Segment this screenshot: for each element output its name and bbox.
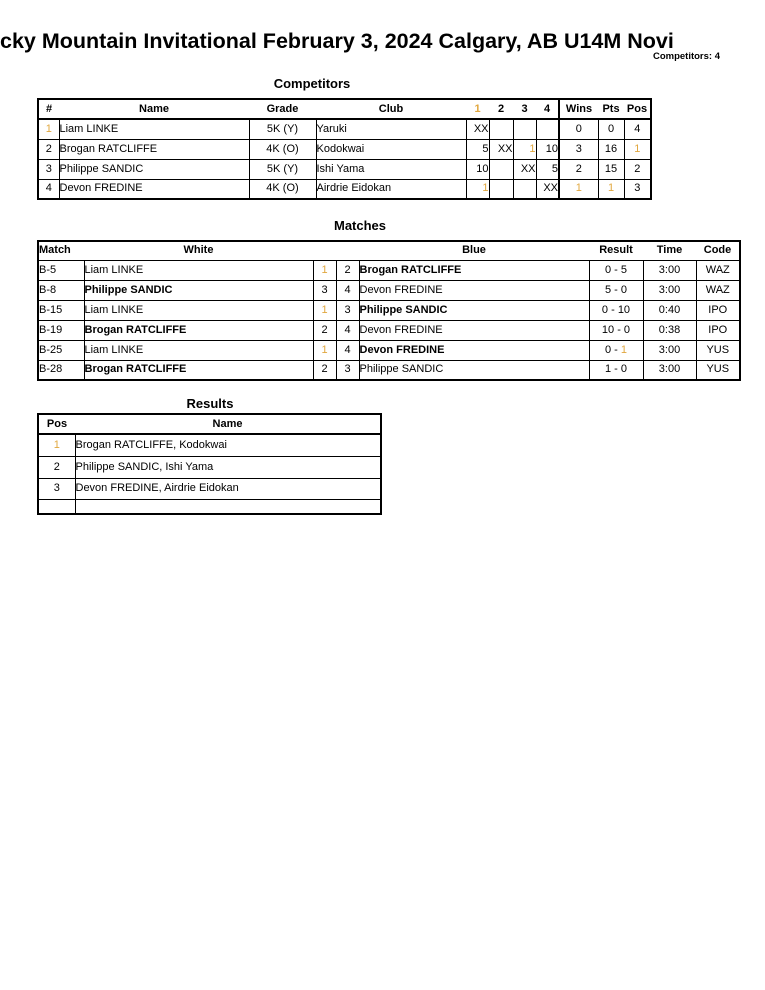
table-cell: Ishi Yama <box>316 159 466 179</box>
table-cell: B-28 <box>38 360 84 380</box>
table-cell <box>489 159 513 179</box>
table-cell: Liam LINKE <box>59 119 249 139</box>
table-cell: 3:00 <box>643 360 696 380</box>
table-cell: 3:00 <box>643 340 696 360</box>
table-cell: 3 <box>38 478 75 499</box>
table-cell <box>489 119 513 139</box>
table-cell: 1 <box>598 179 624 199</box>
table-cell: 4K (O) <box>249 139 316 159</box>
match-row <box>38 320 740 340</box>
table-cell: 4 <box>38 179 59 199</box>
result-row <box>38 478 381 499</box>
table-cell: Pts <box>598 99 624 119</box>
table-cell: Liam LINKE <box>84 300 313 320</box>
table-cell: 2 <box>489 99 513 119</box>
table-cell <box>589 340 643 360</box>
results-body <box>38 434 381 514</box>
table-cell: Devon FREDINE, Airdrie Eidokan <box>75 478 381 499</box>
table-cell: Time <box>643 241 696 260</box>
table-cell <box>75 499 381 514</box>
table-cell: Yaruki <box>316 119 466 139</box>
table-cell: 4K (O) <box>249 179 316 199</box>
result-row <box>38 456 381 478</box>
table-cell: 0:40 <box>643 300 696 320</box>
table-cell: 3 <box>336 300 359 320</box>
table-cell: 5 <box>466 139 489 159</box>
table-cell: 0 <box>598 119 624 139</box>
table-cell: Pos <box>38 414 75 434</box>
table-cell: XX <box>513 159 536 179</box>
competitors-heading: Competitors <box>273 76 351 91</box>
table-cell: 3 <box>313 280 336 300</box>
table-cell: 15 <box>598 159 624 179</box>
table-cell: Match <box>38 241 84 260</box>
table-cell: XX <box>489 139 513 159</box>
table-cell: 1 <box>624 139 651 159</box>
table-cell: 1 <box>466 179 489 199</box>
table-cell: White <box>84 241 313 260</box>
table-cell: B-25 <box>38 340 84 360</box>
table-cell: Liam LINKE <box>84 340 313 360</box>
table-cell <box>513 179 536 199</box>
table-cell: 10 <box>536 139 559 159</box>
result-row-header <box>38 414 381 434</box>
competitor-row-header <box>38 99 651 119</box>
table-cell: Philippe SANDIC <box>359 300 589 320</box>
table-cell: 1 <box>559 179 598 199</box>
table-cell: IPO <box>696 300 740 320</box>
table-cell: 1 <box>38 434 75 456</box>
matches-table <box>37 240 741 381</box>
table-cell <box>313 241 336 260</box>
table-cell: Brogan RATCLIFFE <box>84 320 313 340</box>
table-cell: 3 <box>513 99 536 119</box>
result-row <box>38 434 381 456</box>
table-cell: 10 - 0 <box>589 320 643 340</box>
table-cell <box>38 499 75 514</box>
table-cell: 3 <box>624 179 651 199</box>
table-cell: Kodokwai <box>316 139 466 159</box>
table-cell: 5 <box>536 159 559 179</box>
table-cell: IPO <box>696 320 740 340</box>
table-cell: Philippe SANDIC <box>359 360 589 380</box>
table-cell: 1 <box>313 340 336 360</box>
table-cell: Philippe SANDIC <box>59 159 249 179</box>
table-cell: Philippe SANDIC, Ishi Yama <box>75 456 381 478</box>
table-cell: 4 <box>336 340 359 360</box>
match-row <box>38 260 740 280</box>
table-cell <box>513 119 536 139</box>
matches-heading: Matches <box>333 218 387 233</box>
table-cell: Wins <box>559 99 598 119</box>
table-cell: 4 <box>336 320 359 340</box>
table-cell: 1 <box>313 260 336 280</box>
table-cell: WAZ <box>696 260 740 280</box>
table-cell: 2 <box>313 320 336 340</box>
table-cell: # <box>38 99 59 119</box>
table-cell: B-19 <box>38 320 84 340</box>
competitors-body <box>38 119 651 199</box>
table-cell: 5 - 0 <box>589 280 643 300</box>
competitors-table <box>37 98 652 200</box>
table-cell: 1 <box>466 99 489 119</box>
table-cell: Devon FREDINE <box>59 179 249 199</box>
table-cell: Club <box>316 99 466 119</box>
table-cell: Devon FREDINE <box>359 320 589 340</box>
table-cell: 2 <box>336 260 359 280</box>
page-title: cky Mountain Invitational February 3, 2024 Calgary, AB U14M Novi <box>0 29 674 53</box>
competitors-count-label: Competitors: 4 <box>652 51 720 62</box>
competitor-row <box>38 139 651 159</box>
table-cell: 0 - 5 <box>589 260 643 280</box>
table-cell: 3:00 <box>643 280 696 300</box>
table-cell: 0 - 10 <box>589 300 643 320</box>
competitor-row <box>38 159 651 179</box>
result-row <box>38 499 381 514</box>
table-cell: 4 <box>336 280 359 300</box>
table-cell: Blue <box>359 241 589 260</box>
cell-text-run: 0 - <box>604 343 621 356</box>
table-cell: 2 <box>38 456 75 478</box>
table-cell: 16 <box>598 139 624 159</box>
table-cell: Name <box>75 414 381 434</box>
table-cell: 2 <box>313 360 336 380</box>
table-cell: YUS <box>696 340 740 360</box>
match-row <box>38 300 740 320</box>
table-cell: YUS <box>696 360 740 380</box>
table-cell: 1 <box>38 119 59 139</box>
results-heading: Results <box>186 396 234 411</box>
table-cell: 2 <box>38 139 59 159</box>
match-row <box>38 340 740 360</box>
table-cell: 3 <box>559 139 598 159</box>
table-cell: Brogan RATCLIFFE <box>84 360 313 380</box>
match-row-header <box>38 241 740 260</box>
table-cell: 10 <box>466 159 489 179</box>
table-cell: Name <box>59 99 249 119</box>
table-cell: B-8 <box>38 280 84 300</box>
results-table <box>37 413 382 515</box>
match-row <box>38 280 740 300</box>
table-cell: Grade <box>249 99 316 119</box>
table-cell: 2 <box>624 159 651 179</box>
table-cell: 3:00 <box>643 260 696 280</box>
table-cell: 4 <box>536 99 559 119</box>
table-cell: WAZ <box>696 280 740 300</box>
table-cell: Philippe SANDIC <box>84 280 313 300</box>
table-cell: 1 <box>513 139 536 159</box>
table-cell: XX <box>536 179 559 199</box>
table-cell: Brogan RATCLIFFE, Kodokwai <box>75 434 381 456</box>
table-cell: Liam LINKE <box>84 260 313 280</box>
table-cell: 5K (Y) <box>249 159 316 179</box>
table-cell: 0:38 <box>643 320 696 340</box>
table-cell: 0 <box>559 119 598 139</box>
match-row <box>38 360 740 380</box>
table-cell: Airdrie Eidokan <box>316 179 466 199</box>
table-cell: Code <box>696 241 740 260</box>
competitor-row <box>38 179 651 199</box>
table-cell: 1 <box>313 300 336 320</box>
table-cell: 3 <box>38 159 59 179</box>
table-cell: 4 <box>624 119 651 139</box>
table-cell <box>336 241 359 260</box>
matches-body <box>38 260 740 380</box>
table-cell: B-15 <box>38 300 84 320</box>
table-cell: 3 <box>336 360 359 380</box>
table-cell: Result <box>589 241 643 260</box>
table-cell: Devon FREDINE <box>359 340 589 360</box>
cell-text-run: 1 <box>620 343 628 356</box>
table-cell: 5K (Y) <box>249 119 316 139</box>
table-cell: Brogan RATCLIFFE <box>359 260 589 280</box>
table-cell: XX <box>466 119 489 139</box>
table-cell <box>536 119 559 139</box>
table-cell <box>489 179 513 199</box>
table-cell: 2 <box>559 159 598 179</box>
table-cell: Brogan RATCLIFFE <box>59 139 249 159</box>
competitor-row <box>38 119 651 139</box>
table-cell: 1 - 0 <box>589 360 643 380</box>
table-cell: B-5 <box>38 260 84 280</box>
table-cell: Pos <box>624 99 651 119</box>
table-cell: Devon FREDINE <box>359 280 589 300</box>
